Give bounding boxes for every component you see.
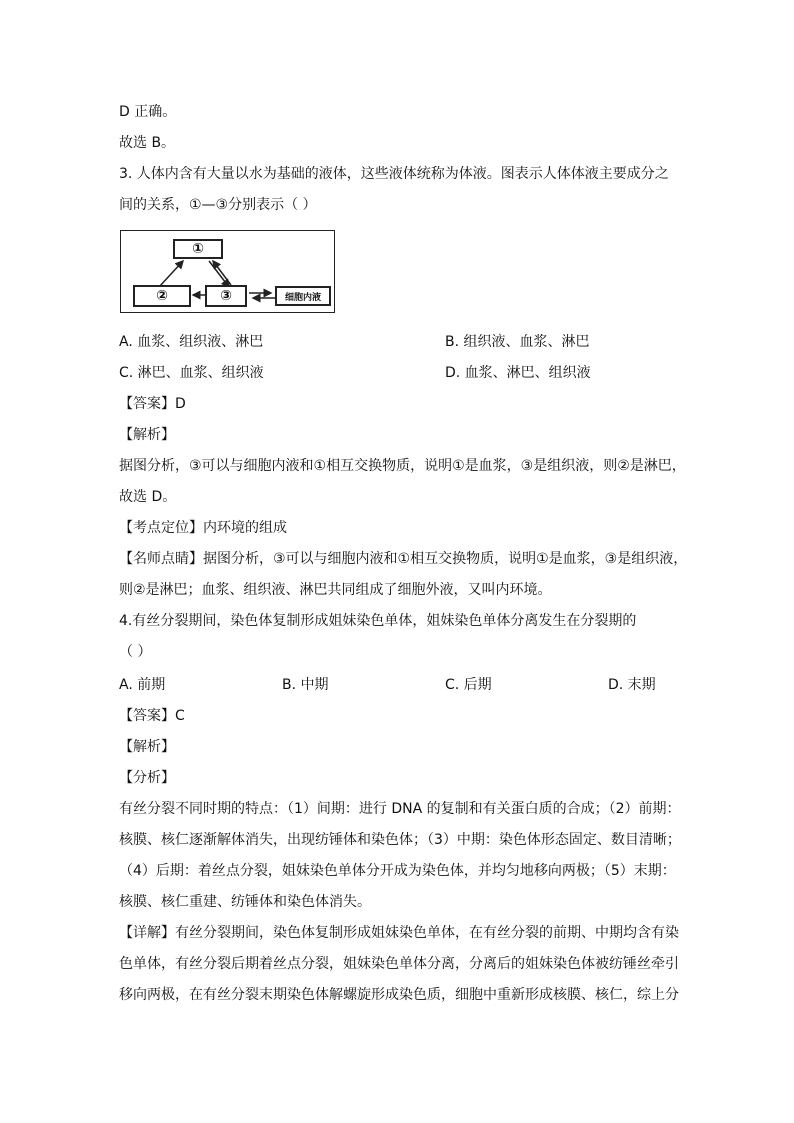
answer-3: 【答案】D [119,396,186,412]
text-line: D 正确。 [119,104,177,120]
q3-option-d: D. 血浆、淋巴、组织液 [445,365,591,381]
detail-line: 移向两极，在有丝分裂末期染色体解螺旋形成染色质，细胞中重新形成核膜、核仁，综上分 [119,987,679,1003]
q3-option-a: A. 血浆、组织液、淋巴 [119,334,264,350]
answer-4: 【答案】C [119,708,185,724]
diagram-node-2: ② [133,285,191,307]
paragraph-line: 核膜、核仁重建、纺锤体和染色体消失。 [119,894,371,910]
q4-option-d: D. 末期 [608,677,656,693]
question-3-stem: 3. 人体内含有大量以水为基础的液体，这些液体统称为体液。图表示人体体液主要成分之 [119,166,669,182]
diagram-node-cell-fluid: 细胞内液 [275,286,331,306]
paragraph-line: （4）后期：着丝点分裂，姐妹染色单体分开成为染色体，并均匀地移向两极；（5）末期： [119,863,676,879]
detail-line: 【详解】有丝分裂期间，染色体复制形成姐妹染色单体，在有丝分裂的前期、中期均含有染 [119,925,679,941]
paragraph-line: 有丝分裂不同时期的特点：（1）间期：进行 DNA 的复制和有关蛋白质的合成；（2）前期： [119,801,681,817]
q3-option-b: B. 组织液、血浆、淋巴 [445,334,590,350]
teacher-tip-cont: 则②是淋巴；血浆、组织液、淋巴共同组成了细胞外液，又叫内环境。 [119,582,552,598]
explanation-3: 据图分析，③可以与细胞内液和①相互交换物质，说明①是血浆，③是组织液，则②是淋巴， [119,458,686,474]
explanation-3-cont: 故选 D。 [119,489,177,505]
analysis-subheading-4: 【分析】 [119,770,175,786]
analysis-heading-3: 【解析】 [119,427,175,443]
q4-option-a: A. 前期 [119,677,166,693]
question-4-stem: 4.有丝分裂期间，染色体复制形成姐妹染色单体，姐妹染色单体分离发生在分裂期的 [119,613,637,629]
analysis-heading-4: 【解析】 [119,739,175,755]
q4-option-c: C. 后期 [445,677,492,693]
question-3-stem-cont: 间的关系，①—③分别表示（ ） [119,197,317,213]
q4-option-b: B. 中期 [282,677,329,693]
topic-position: 【考点定位】内环境的组成 [119,520,287,536]
teacher-tip: 【名师点睛】据图分析，③可以与细胞内液和①相互交换物质，说明①是血浆，③是组织液， [119,551,688,567]
detail-line: 色单体，有丝分裂后期着丝点分裂，姐妹染色单体分离，分离后的姐妹染色体被纺锤丝牵引 [119,956,679,972]
text-line: 故选 B。 [119,135,176,151]
paragraph-line: 核膜、核仁逐渐解体消失，出现纺锤体和染色体；（3）中期：染色体形态固定、数目清晰； [119,832,681,848]
question-4-stem-cont: （ ） [119,644,152,660]
diagram-node-1: ① [173,239,223,259]
body-fluid-diagram [120,230,335,313]
diagram-node-3: ③ [205,285,247,307]
q3-option-c: C. 淋巴、血浆、组织液 [119,365,264,381]
